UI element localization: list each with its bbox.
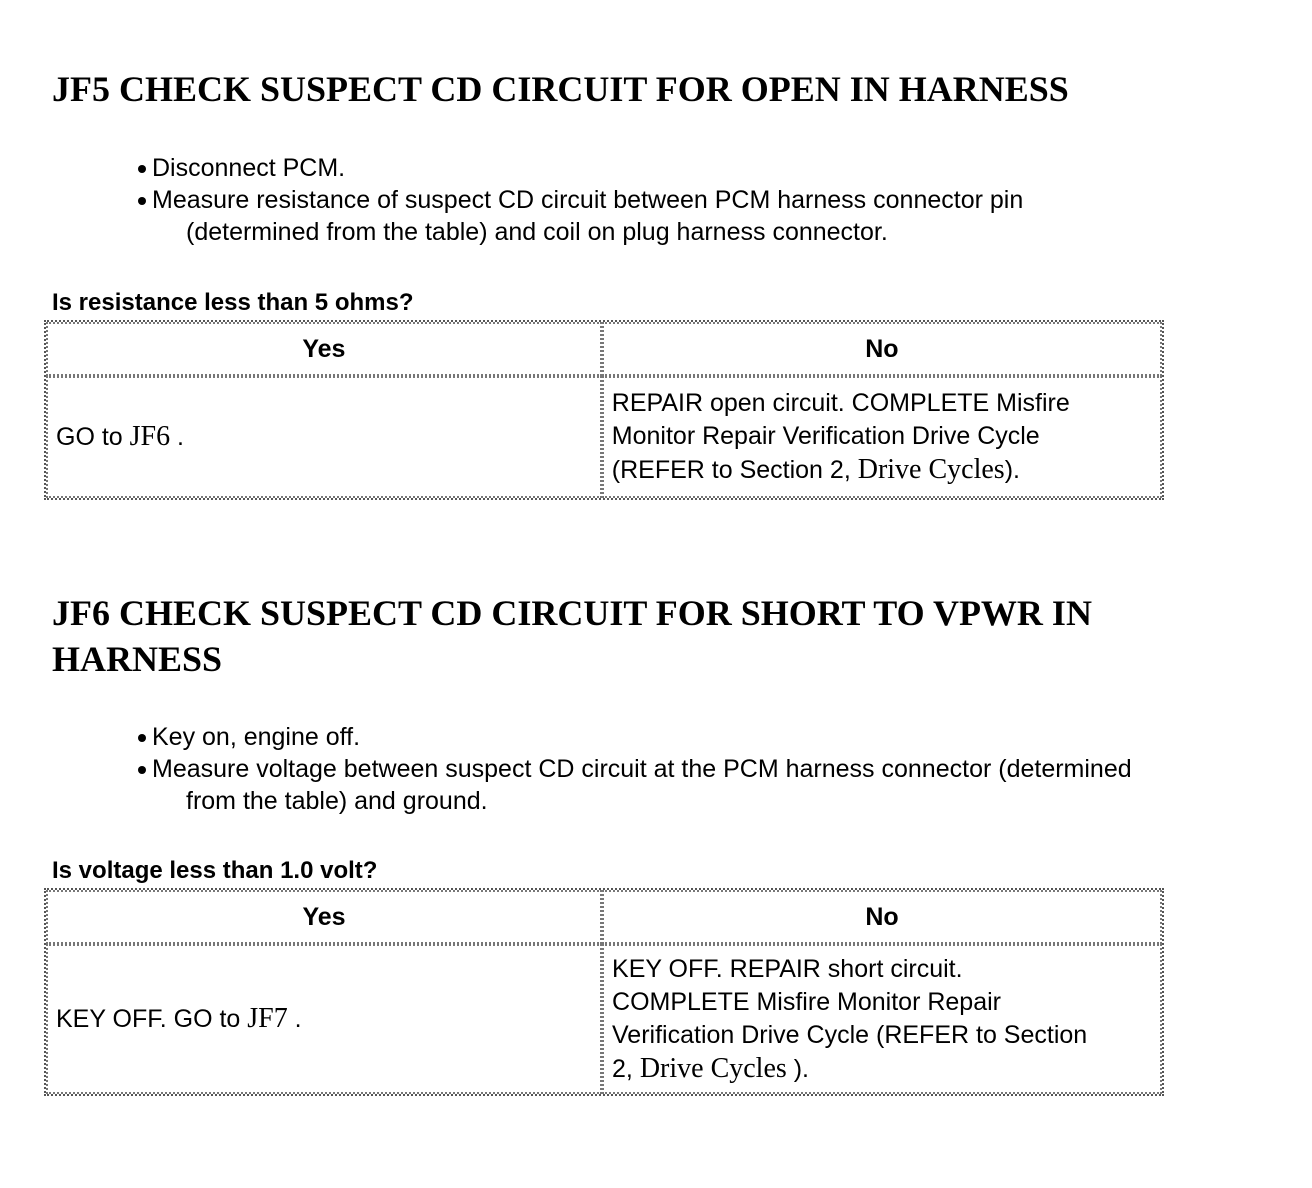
drive-cycles-link[interactable]: Drive Cycles [857,454,1005,485]
no-cell: REPAIR open circuit. COMPLETE Misfire Monitor Repair Verification Drive Cycle (REFER to Section 2, Drive Cycles). [602,376,1162,498]
no-cell: KEY OFF. REPAIR short circuit. COMPLETE Misfire Monitor Repair Verification Drive Cycle (REFER to Section 2, Drive Cycles ). [602,944,1162,1094]
instruction-item: Key on, engine off. [134,721,1272,753]
no-header: No [602,890,1162,944]
step-jf5-question-wrap [52,288,1272,318]
instruction-list [52,152,1272,248]
decision-table-jf5 [44,320,1164,500]
yes-header: Yes [46,890,602,944]
instruction-item: Measure resistance of suspect CD circuit between PCM harness connector pin (determined from the table) and coil on plug harness connector. [134,184,1272,248]
question-text: Is voltage less than 1.0 volt? [52,857,378,884]
table-row [46,944,1162,1094]
step-jf5 [52,66,1272,112]
step-jf6-instructions [52,721,1272,817]
bullet-icon [138,197,146,205]
step-title: JF6 CHECK SUSPECT CD CIRCUIT FOR SHORT TO VPWR IN HARNESS [52,593,1092,679]
bullet-icon [138,165,146,173]
step-jf5-instructions [52,152,1272,248]
bullet-icon [138,766,146,774]
drive-cycles-link[interactable]: Drive Cycles [639,1052,787,1084]
yes-header: Yes [46,322,602,376]
table-header-row [46,890,1162,944]
bullet-icon [138,734,146,742]
step-title: JF5 CHECK SUSPECT CD CIRCUIT FOR OPEN IN HARNESS [52,69,1069,109]
table-row [46,376,1162,498]
table-header-row [46,322,1162,376]
step-jf6-question-wrap [52,856,1272,886]
decision-table-jf6 [44,888,1164,1096]
jf6-link[interactable]: JF6 [129,421,171,452]
instruction-item: Disconnect PCM. [134,152,1272,184]
instruction-list [52,721,1272,817]
yes-cell: KEY OFF. GO to JF7 . [46,944,602,1094]
yes-cell: GO to JF6 . [46,376,602,498]
jf7-link[interactable]: JF7 [247,1003,288,1034]
step-jf6 [52,590,1272,682]
instruction-item: Measure voltage between suspect CD circuit at the PCM harness connector (determined from the table) and ground. [134,753,1272,817]
question-text: Is resistance less than 5 ohms? [52,289,414,316]
no-header: No [602,322,1162,376]
